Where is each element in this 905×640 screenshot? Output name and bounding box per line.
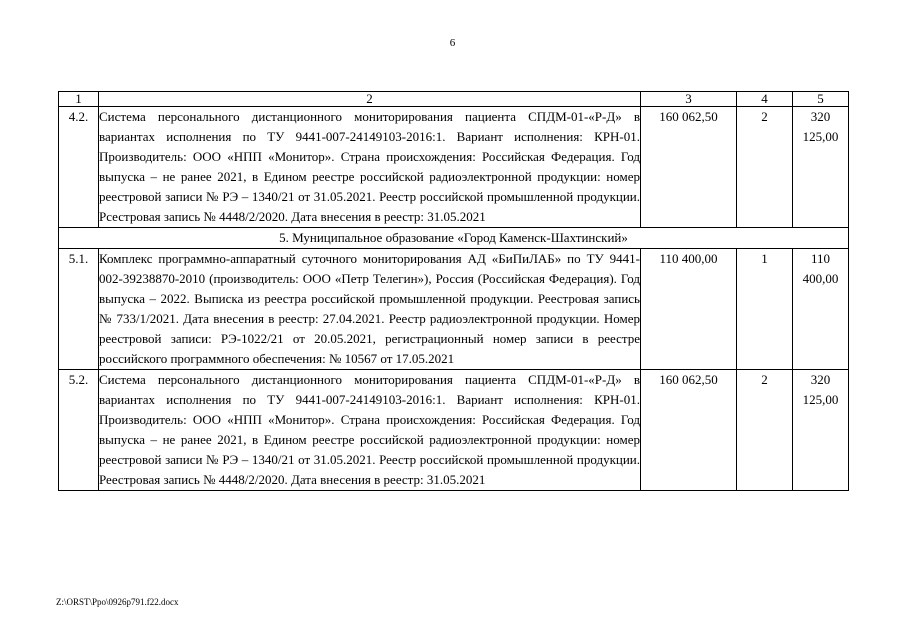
- column-header: 4: [737, 92, 793, 107]
- item-quantity: 2: [737, 107, 793, 228]
- table-row: [59, 107, 849, 228]
- item-description: Система персонального дистанционного мониторирования пациента СПДМ-01-«Р-Д» в вариантах исполнения по ТУ 9441-007-24149103-2016:1. Вариант исполнения: КРН-01. Производитель: ООО «НПП «Монитор». Страна происхождения: Российская Федерация. Год выпуска – не ранее 2021, в Едином реестре российской радиоэлектронной продукции: номер реестровой записи № РЭ – 1340/21 от 31.05.2021. Реестр российской промышленной продукции. Реестровая запись № 4448/2/2020. Дата внесения в реестр: 31.05.2021: [99, 370, 641, 491]
- table-row: [59, 370, 849, 491]
- item-quantity: 1: [737, 249, 793, 370]
- item-quantity: 2: [737, 370, 793, 491]
- page-number: 6: [449, 37, 456, 49]
- row-number: 5.2.: [59, 370, 99, 491]
- item-price: 110 400,00: [641, 249, 737, 370]
- column-header: 2: [99, 92, 641, 107]
- section-row: [59, 228, 849, 249]
- item-price: 160 062,50: [641, 107, 737, 228]
- column-header: 5: [793, 92, 849, 107]
- section-title: 5. Муниципальное образование «Город Каменск-Шахтинский»: [59, 228, 849, 249]
- item-description: Система персонального дистанционного мониторирования пациента СПДМ-01-«Р-Д» в вариантах исполнения по ТУ 9441-007-24149103-2016:1. Вариант исполнения: КРН-01. Производитель: ООО «НПП «Монитор». Страна происхождения: Российская Федерация. Год выпуска – не ранее 2021, в Едином реестре российской радиоэлектронной продукции: номер реестровой записи № РЭ – 1340/21 от 31.05.2021. Реестр российской промышленной продукции. Рсестровая запись № 4448/2/2020. Дата внесения в реестр: 31.05.2021: [99, 107, 641, 228]
- item-total: 110 400,00: [793, 249, 849, 370]
- file-path-footer: Z:\ORST\Ppo\0926p791.f22.docx: [56, 597, 179, 607]
- table-row: [59, 249, 849, 370]
- table-header-row: [59, 92, 849, 107]
- item-total: 320 125,00: [793, 370, 849, 491]
- row-number: 5.1.: [59, 249, 99, 370]
- item-total: 320 125,00: [793, 107, 849, 228]
- item-price: 160 062,50: [641, 370, 737, 491]
- column-header: 3: [641, 92, 737, 107]
- column-header: 1: [59, 92, 99, 107]
- items-table: [58, 91, 849, 491]
- item-description: Комплекс программно-аппаратный суточного мониторирования АД «БиПиЛАБ» по ТУ 9441-002-39238870-2010 (производитель: ООО «Петр Телегин»), Россия (Российская Федерация). Год выпуска – 2022. Выписка из реестра российской промышленной продукции. Реестровая запись № 733/1/2021. Дата внесения в реестр: 27.04.2021. Реестр радиоэлектронной продукции. Номер реестровой записи: РЭ-1022/21 от 20.05.2021, регистрационный номер записи в реестре российского программного обеспечения: № 10567 от 17.05.2021: [99, 249, 641, 370]
- row-number: 4.2.: [59, 107, 99, 228]
